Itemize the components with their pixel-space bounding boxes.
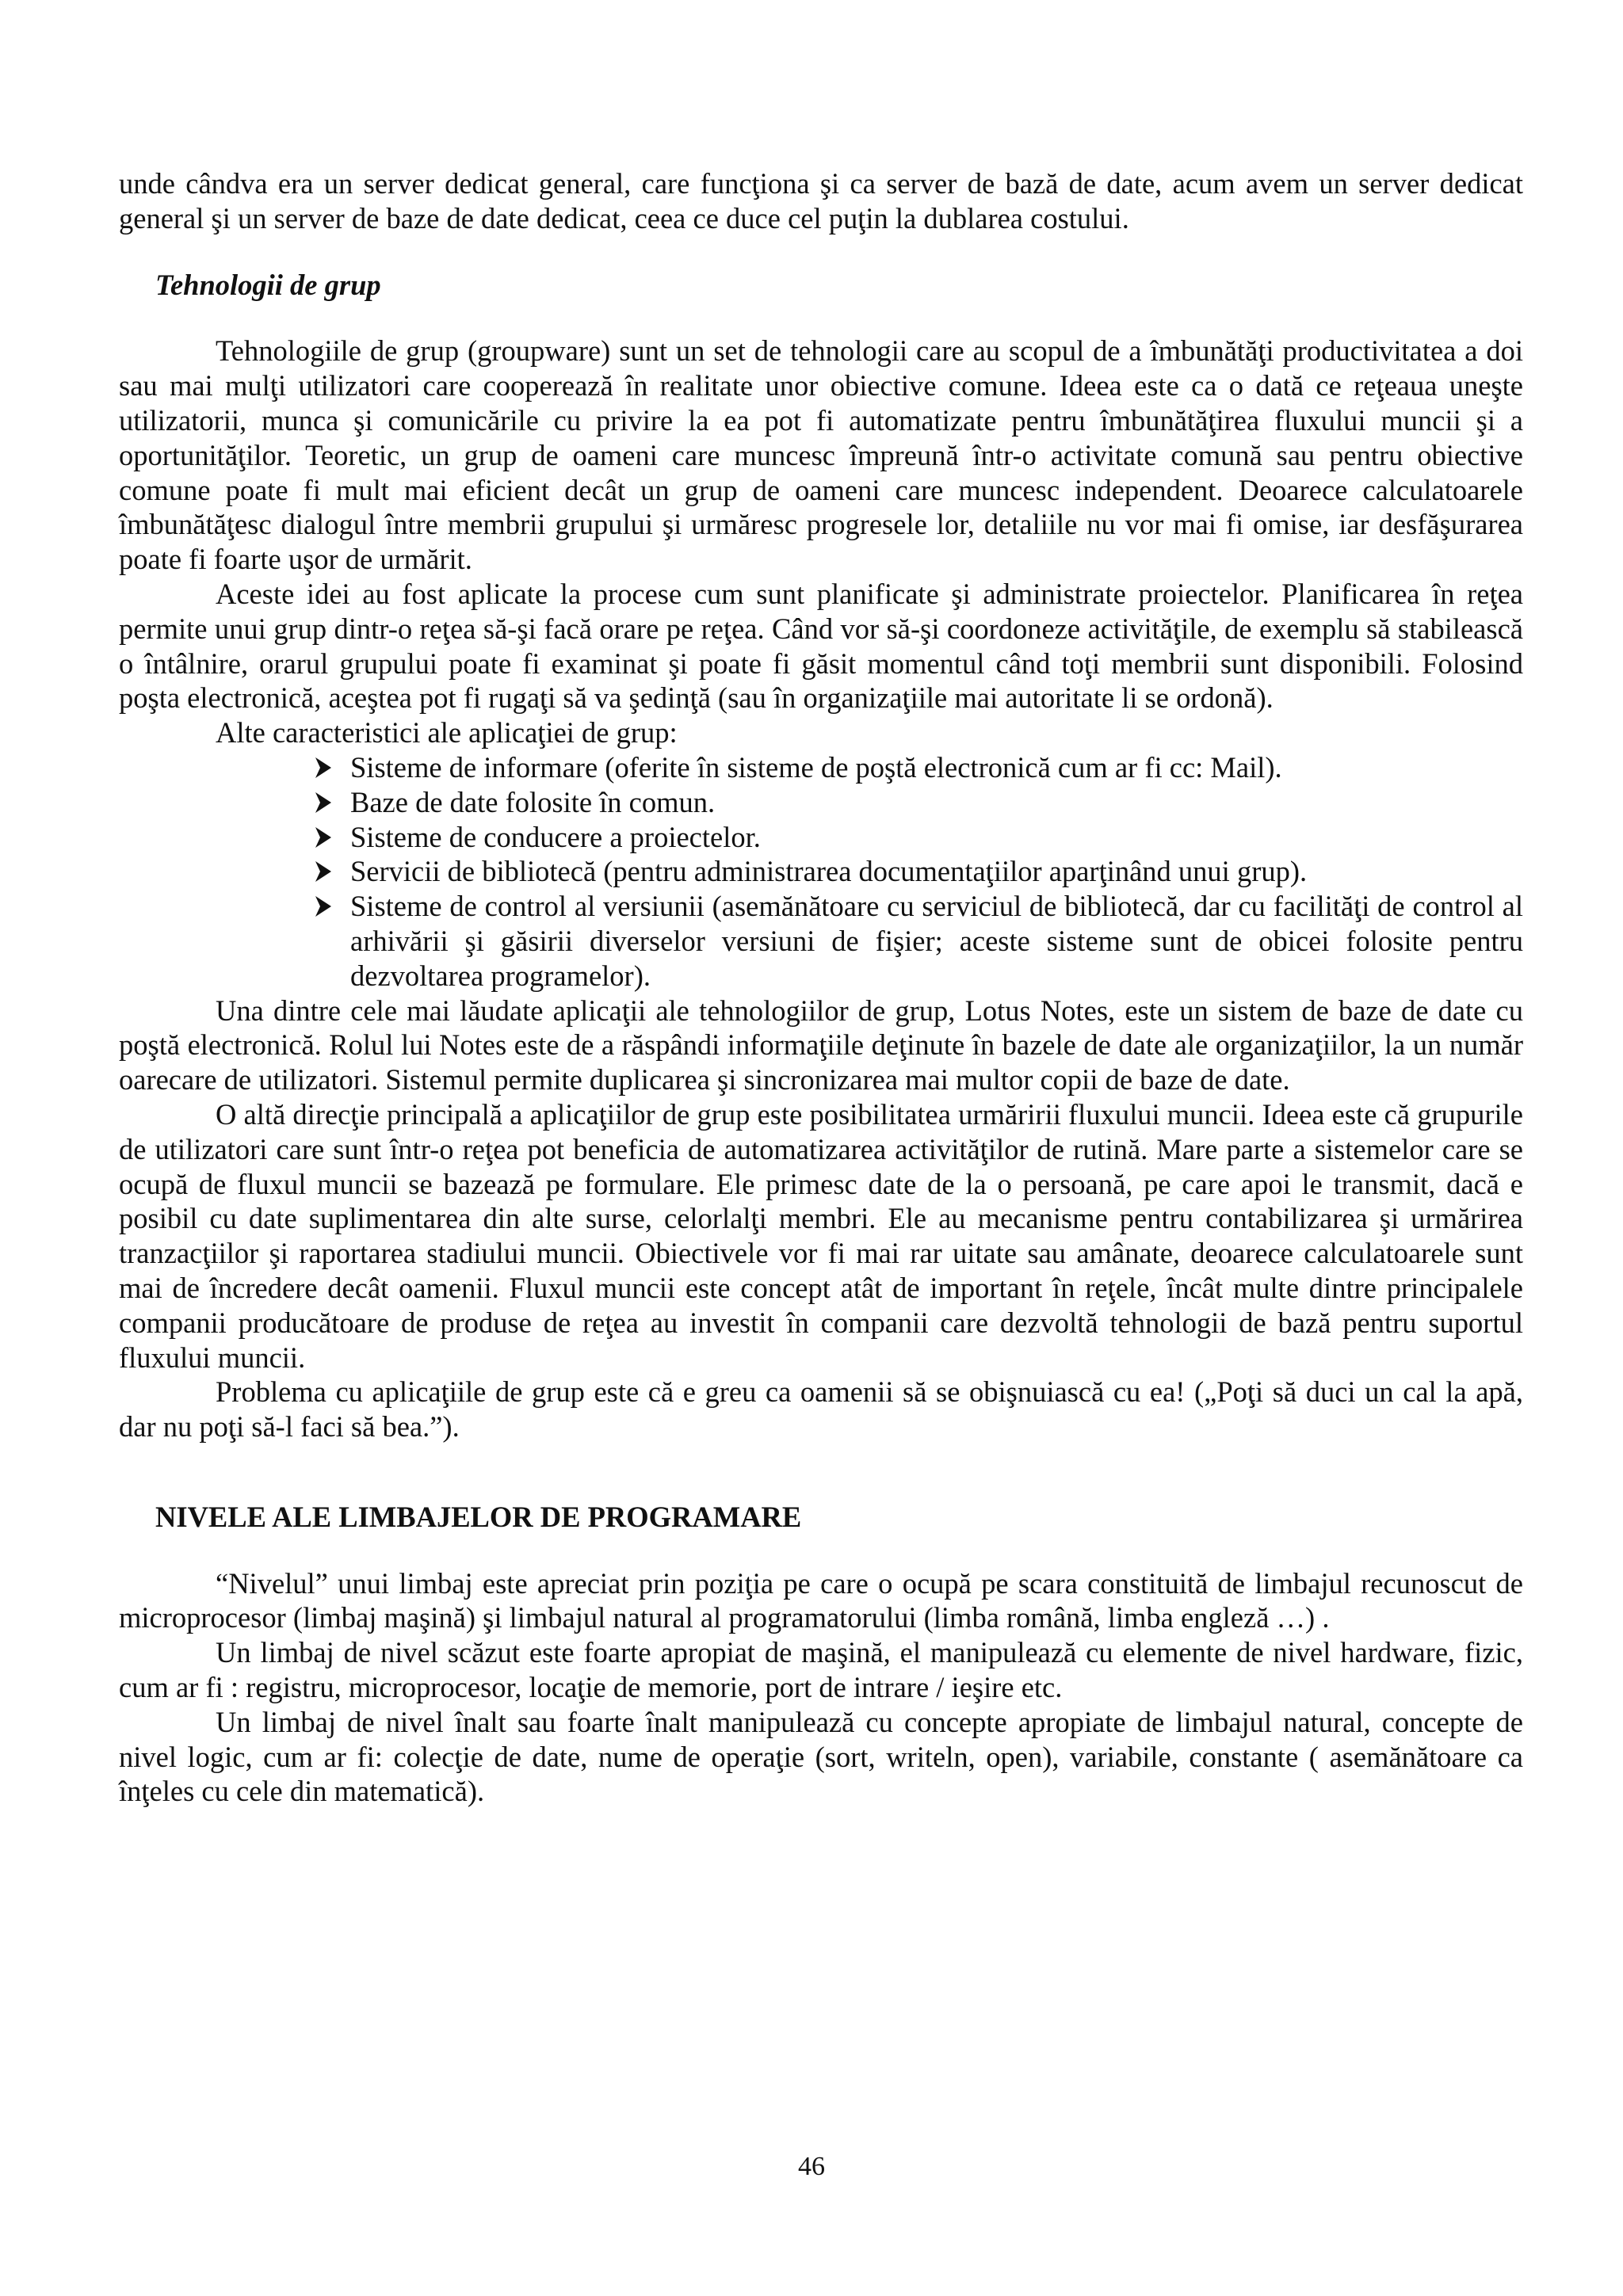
paragraph-continuation: unde cândva era un server dedicat general, care funcţiona şi ca server de bază de date, acum avem un server dedicat general şi un server de baze de date dedicat, ceea ce duce cel puţin la dublarea costului. [119, 167, 1523, 235]
arrow-bullet-icon [314, 889, 350, 924]
list-item: Sisteme de informare (oferite în sisteme de poştă electronică cum ar fi cc: Mail). [314, 750, 1523, 785]
arrow-bullet-icon [314, 820, 350, 855]
paragraph-list-intro: Alte caracteristici ale aplicaţiei de grup: [216, 716, 678, 749]
paragraph: “Nivelul” unui limbaj este apreciat prin poziţia pe care o ocupă pe scara constituită de limbajul recunoscut de microprocesor (limbaj maşină) şi limbajul natural al programatorului (limba română, limba engleză …) . [119, 1566, 1523, 1634]
section-heading-nivele-limbaje: NIVELE ALE LIMBAJELOR DE PROGRAMARE [155, 1500, 802, 1533]
paragraph: Tehnologiile de grup (groupware) sunt un set de tehnologii care au scopul de a îmbunătăţi productivitatea a doi sau mai mulţi utilizatori care cooperează în realitate unor obiective comune. Ideea este ca o dată ce reţeaua uneşte utilizatorii, munca şi comunicările cu privire la ea pot fi automatizate pentru îmbunătăţirea fluxului muncii şi a oportunităţilor. Teoretic, un grup de oameni care muncesc împreună într-o activitate comună sau pentru obiective comune poate fi mult mai eficient decât un grup de oameni care muncesc independent. Deoarece calculatoarele îmbunătăţesc dialogul între membrii grupului şi urmăresc progresele lor, detaliile nu vor mai fi omise, iar desfăşurarea poate fi foarte uşor de urmărit. [119, 334, 1523, 576]
list-item: Sisteme de control al versiunii (asemănătoare cu serviciul de bibliotecă, dar cu facilităţi de control al arhivării şi găsirii diverselor versiuni de fişier; aceste sisteme sunt de obicei folosite pentru dezvoltarea programelor). [314, 889, 1523, 993]
feature-list [119, 750, 1523, 994]
paragraph: Aceste idei au fost aplicate la procese cum sunt planificate şi administrate proiectelor. Planificarea în reţea permite unui grup dintr-o reţea să-şi facă orare pe reţea. Când vor să-şi coordoneze activităţile, de exemplu să stabilească o întâlnire, orarul grupului poate fi examinat şi poate fi găsit momentul când toţi membrii sunt disponibili. Folosind poşta electronică, aceştea pot fi rugaţi să va şedinţă (sau în organizaţiile mai autoritate li se ordonă). [119, 577, 1523, 715]
paragraph: Un limbaj de nivel scăzut este foarte apropiat de maşină, el manipulează cu elemente de nivel hardware, fizic, cum ar fi : registru, microprocesor, locaţie de memorie, port de intrare / ieşire etc. [119, 1636, 1523, 1704]
paragraph: Un limbaj de nivel înalt sau foarte înalt manipulează cu concepte apropiate de limbajul natural, concepte de nivel logic, cum ar fi: colecţie de date, nume de operaţie (sort, writeln, open), variabile, constante ( asemănătoare ca înţeles cu cele din matematică). [119, 1705, 1523, 1808]
list-item: Sisteme de conducere a proiectelor. [314, 820, 1523, 855]
section-heading-tehnologii-de-grup: Tehnologii de grup [155, 268, 381, 301]
paragraph: O altă direcţie principală a aplicaţiilor de grup este posibilitatea urmăririi fluxului muncii. Ideea este că grupurile de utilizatori care sunt într-o reţea pot beneficia de automatizarea activităţilor de rutină. Mare parte a sistemelor care se ocupă de fluxul muncii se bazează pe formulare. Ele primesc date de la o persoană, pe care apoi le transmit, dacă e posibil cu date suplimentarea din alte surse, celorlalţi membri. Ele au mecanisme pentru contabilizarea şi urmărirea tranzacţiilor şi raportarea stadiului muncii. Obiectivele vor fi mai rar uitate sau amânate, deoarece calculatoarele sunt mai de încredere decât oamenii. Fluxul muncii este concept atât de important în reţele, încât multe dintre principalele companii producătoare de produse de reţea au investit în companii care dezvoltă tehnologii de bază pentru suportul fluxului muncii. [119, 1097, 1523, 1374]
arrow-bullet-icon [314, 750, 350, 785]
arrow-bullet-icon [314, 785, 350, 820]
arrow-bullet-icon [314, 854, 350, 889]
paragraph: Una dintre cele mai lăudate aplicaţii ale tehnologiilor de grup, Lotus Notes, este un sistem de baze de date cu poştă electronică. Rolul lui Notes este de a răspândi informaţiile deţinute în bazele de date ale organizaţiilor, la un număr oarecare de utilizatori. Sistemul permite duplicarea şi sincronizarea mai multor copii de baze de date. [119, 994, 1523, 1097]
list-item: Baze de date folosite în comun. [314, 785, 1523, 820]
page-number: 46 [798, 2152, 825, 2181]
document-page [119, 166, 1523, 1809]
list-item: Servicii de bibliotecă (pentru administrarea documentaţiilor aparţinând unui grup). [314, 854, 1523, 889]
paragraph: Problema cu aplicaţiile de grup este că e greu ca oamenii să se obişnuiască cu ea! („Poţi să duci un cal la apă, dar nu poţi să-l faci să bea.”). [119, 1375, 1523, 1444]
